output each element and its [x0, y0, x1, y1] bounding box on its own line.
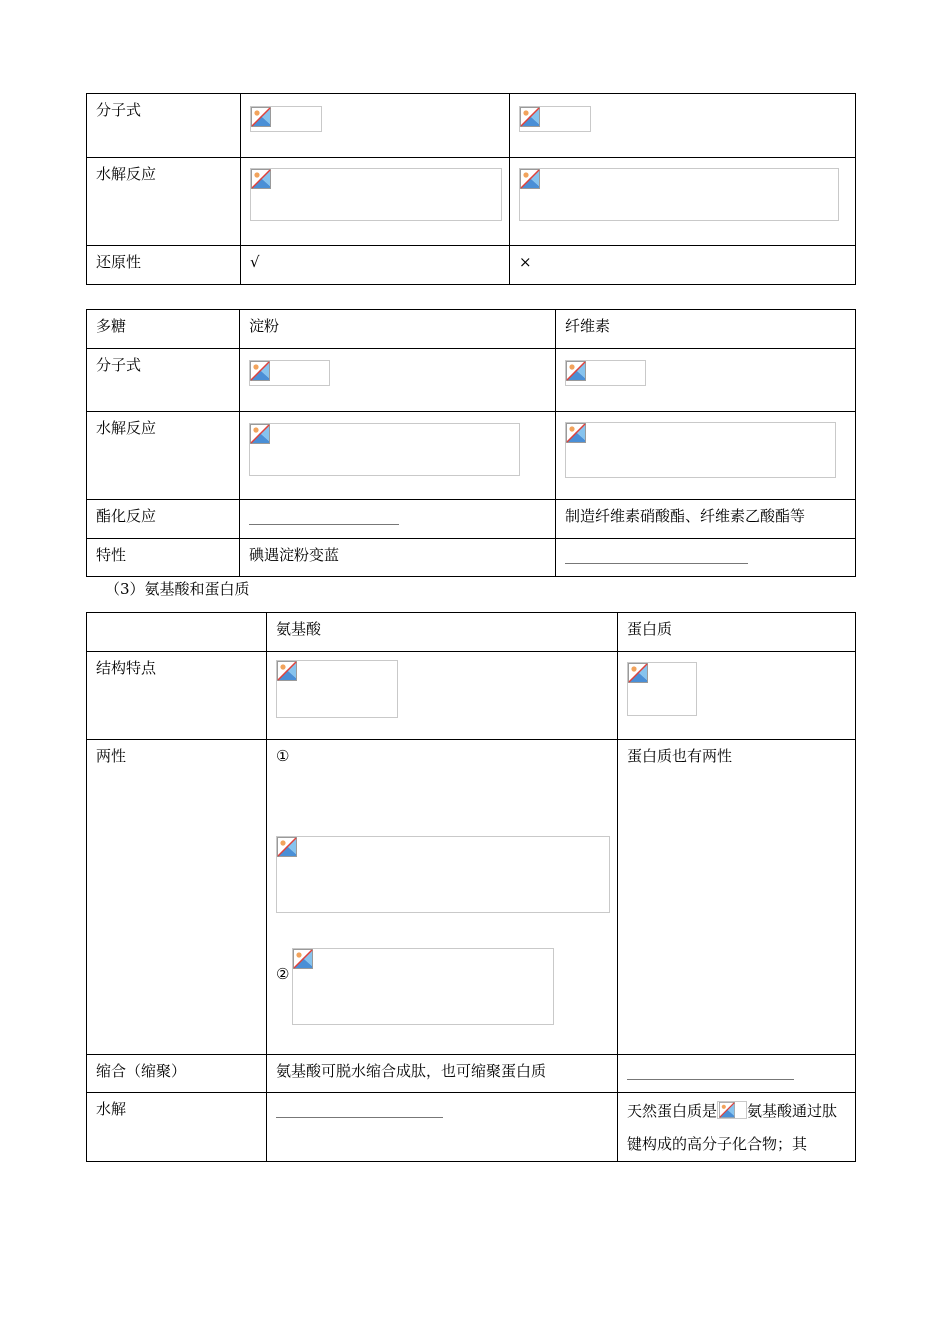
header-empty [87, 613, 267, 652]
structure-image [627, 662, 697, 716]
equation-image [519, 168, 839, 221]
formula-image [249, 360, 330, 386]
equation-image [565, 422, 836, 478]
broken-image-icon [628, 663, 648, 683]
broken-image-icon [277, 661, 297, 681]
broken-image-icon [718, 1102, 736, 1118]
table-polysaccharides [86, 309, 856, 577]
equation-image [249, 423, 520, 476]
equation-image [292, 948, 554, 1025]
broken-image-icon [251, 169, 271, 189]
row-label: 特性 [87, 539, 240, 577]
protein-hydrolysis-text: 天然蛋白质是 氨基酸通过肽键构成的高分子化合物；其 [627, 1102, 838, 1153]
protein-amphoteric-text: 蛋白质也有两性 [618, 740, 856, 1055]
table-row [87, 539, 856, 577]
table-row [87, 740, 856, 1055]
formula-image [250, 106, 322, 132]
broken-image-icon [520, 107, 540, 127]
row-label: 还原性 [87, 246, 241, 285]
header-label: 多糖 [87, 310, 240, 349]
table-disaccharides [86, 93, 856, 285]
inline-formula-image [717, 1101, 747, 1119]
answer-blank[interactable] [276, 1103, 443, 1118]
broken-image-icon [251, 107, 271, 127]
broken-image-icon [250, 361, 270, 381]
section-heading: （3）氨基酸和蛋白质 [105, 580, 250, 598]
answer-blank[interactable] [565, 549, 748, 564]
formula-image [519, 106, 591, 132]
header-cellulose: 纤维素 [556, 310, 856, 349]
table-row [87, 349, 856, 412]
condensation-text: 氨基酸可脱水缩合成肽，也可缩聚蛋白质 [267, 1055, 618, 1093]
row-label: 水解反应 [87, 412, 240, 500]
marker-one: ① [276, 747, 290, 765]
starch-property: 碘遇淀粉变蓝 [240, 539, 556, 577]
broken-image-icon [566, 361, 586, 381]
header-starch: 淀粉 [240, 310, 556, 349]
row-label: 水解 [87, 1093, 267, 1162]
answer-blank[interactable] [627, 1065, 794, 1080]
answer-blank[interactable] [249, 510, 399, 525]
table-row [87, 246, 856, 285]
table-header-row [87, 310, 856, 349]
header-protein: 蛋白质 [618, 613, 856, 652]
broken-image-icon [566, 423, 586, 443]
row-label: 缩合（缩聚） [87, 1055, 267, 1093]
table-row [87, 94, 856, 158]
table-row [87, 652, 856, 740]
row-label: 分子式 [87, 349, 240, 412]
cross-mark: × [510, 246, 856, 285]
row-label: 水解反应 [87, 158, 241, 246]
structure-image [276, 660, 398, 718]
row-label: 两性 [87, 740, 267, 1055]
row-label: 分子式 [87, 94, 241, 158]
broken-image-icon [293, 949, 313, 969]
table-amino-acids-proteins [86, 612, 856, 1162]
row-label: 酯化反应 [87, 500, 240, 539]
table-row [87, 1093, 856, 1162]
broken-image-icon [250, 424, 270, 444]
table-row [87, 1055, 856, 1093]
row-label: 结构特点 [87, 652, 267, 740]
table-header-row [87, 613, 856, 652]
table-row [87, 500, 856, 539]
equation-image [250, 168, 502, 221]
broken-image-icon [277, 837, 297, 857]
table-row [87, 158, 856, 246]
broken-image-icon [520, 169, 540, 189]
esterification-text: 制造纤维素硝酸酯、纤维素乙酸酯等 [556, 500, 856, 539]
header-amino-acid: 氨基酸 [267, 613, 618, 652]
table-row [87, 412, 856, 500]
formula-image [565, 360, 646, 386]
equation-image [276, 836, 610, 913]
check-mark: √ [241, 246, 510, 285]
marker-two: ② [276, 965, 290, 983]
